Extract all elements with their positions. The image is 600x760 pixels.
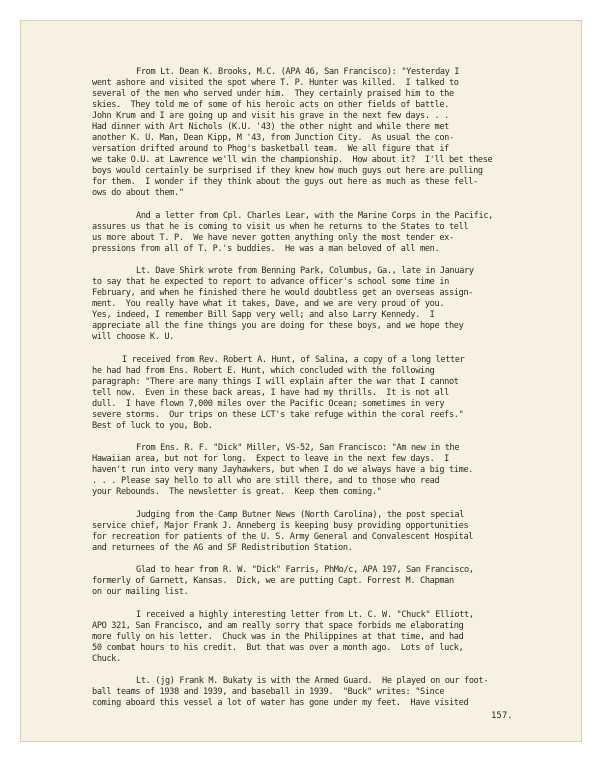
paragraph [92,510,562,554]
paragraph [92,443,562,498]
text-line: I received from Rev. Robert A. Hunt, of Salina, a copy of a long letter [122,354,465,365]
text-line: And a letter from Cpl. Charles Lear, with the Marine Corps in the Pacific, [136,210,493,221]
text-line: Had dinner with Art Nichols (K.U. '43) the other night and while there met [92,122,449,132]
text-line: From Lt. Dean K. Brooks, M.C. (APA 46, San Francisco): "Yesterday I [136,67,460,77]
text-line: and returnees of the AG and SF Redistribution Station. [92,542,353,553]
text-line: formerly of Garnett, Kansas. Dick, we are putting Capt. Forrest M. Chapman [92,576,454,586]
text-line: Chuck. [92,653,121,664]
text-line: 50 combat hours to his credit. But that was over a month ago. Lots of luck, [92,642,464,653]
text-line: Glad to hear from R. W. "Dick" Farris, PhMo/c, APA 197, San Francisco, [136,565,474,575]
text-line: on our mailing list. [92,587,189,597]
text-line: pressions from all of T. P.'s buddies. He was a man beloved of all men. [92,243,440,254]
text-line: versation drifted around to Phog's basketball team. We all figure that if [92,144,449,154]
text-line: From Ens. R. F. "Dick" Miller, VS-52, San Francisco: "Am new in the [136,443,460,453]
text-line: service chief, Major Frank J. Anneberg is keeping busy providing opportunities [92,520,469,531]
text-line: APO 321, San Francisco, and am really sorry that space forbids me elaborating [92,620,464,631]
text-line: tell now. Even in these back areas, I have had my thrills. It is not all [92,387,449,398]
text-line: assures us that he is coming to visit us when he returns to the States to tell [92,221,469,232]
text-line: we take O.U. at Lawrence we'll win the championship. How about it? I'll bet these [92,155,493,165]
text-line: skies. They told me of some of his heroic acts on other fields of battle. [92,100,449,110]
typewritten-page [20,20,582,742]
text-line: Yes, indeed, I remember Bill Sapp very well; and also Larry Kennedy. I [92,310,435,320]
text-line: coming aboard this vessel a lot of water has gone under my feet. Have visited [92,698,469,708]
paragraph [92,211,562,255]
text-line: I received a highly interesting letter from Lt. C. W. "Chuck" Elliott, [136,609,474,620]
text-line: February, and when he finished there he would doubtless get an overseas assign- [92,288,474,298]
text-line: Lt. Dave Shirk wrote from Benning Park, Columbus, Ga., late in January [136,266,474,276]
text-line: ows do about them." [92,188,184,198]
paragraph [92,355,562,432]
page-body [92,67,562,721]
text-line: ball teams of 1938 and 1939, and baseball in 1939. "Buck" writes: "Since [92,687,445,697]
text-line: ment. You really have what it takes, Dave, and we are very proud of you. [92,299,445,309]
text-line: haven't run into very many Jayhawkers, but when I do we always have a big time. [92,465,474,475]
paragraph [92,67,562,199]
text-line: John Krum and I are going up and visit his grave in the next few days. . . [92,111,449,121]
text-line: us more about T. P. We have never gotten anything only the most tender ex- [92,232,454,243]
text-line: to say that he expected to report to advance officer's school some time in [92,277,449,287]
text-line: paragraph: "There are many things I will explain after the war that I cannot [92,376,459,387]
paragraph [92,565,562,598]
text-line: will choose K. U. [92,332,175,342]
text-line: appreciate all the fine things you are doing for these boys, and we hope they [92,321,464,331]
text-line: your Rebounds. The newsletter is great. Keep them coming." [92,487,382,497]
text-line: several of the men who served under him. They certainly praised him to the [92,89,454,99]
paragraph [92,610,562,665]
paragraph [92,266,562,343]
text-line: . . . Please say hello to all who are still there, and to those who read [92,476,440,486]
text-line: Lt. (jg) Frank M. Bukaty is with the Armed Guard. He played on our foot- [136,676,489,686]
paragraph [92,676,562,709]
text-line: he had had from Ens. Robert E. Hunt, which concluded with the following [92,365,435,376]
text-line: Best of luck to you, Bob. [92,420,213,431]
text-line: for recreation for patients of the U. S. Army General and Convalescent Hospital [92,531,474,542]
text-line: Hawaiian area, but not for long. Expect to leave in the next few days. I [92,454,449,464]
text-line: more fully on his letter. Chuck was in the Philippines at that time, and had [92,631,464,642]
text-line: severe storms. Our trips on these LCT's take refuge within the coral reefs." [92,409,464,420]
text-line: dull. I have flown 7,000 miles over the Pacific Ocean; sometimes in very [92,398,445,409]
text-line: for them. I wonder if they think about the guys out here as much as these fell- [92,177,478,187]
text-line: boys would certainly be surprised if they knew how much guys out here are pulling [92,166,483,176]
text-line: Judging from the Camp Butner News (North Carolina), the post special [136,509,465,520]
page-number: 157. [491,711,513,721]
text-line: went ashore and visited the spot where T. P. Hunter was killed. I talked to [92,78,459,88]
text-line: another K. U. Man, Dean Kipp, M '43, from Junction City. As usual the con- [92,133,454,143]
